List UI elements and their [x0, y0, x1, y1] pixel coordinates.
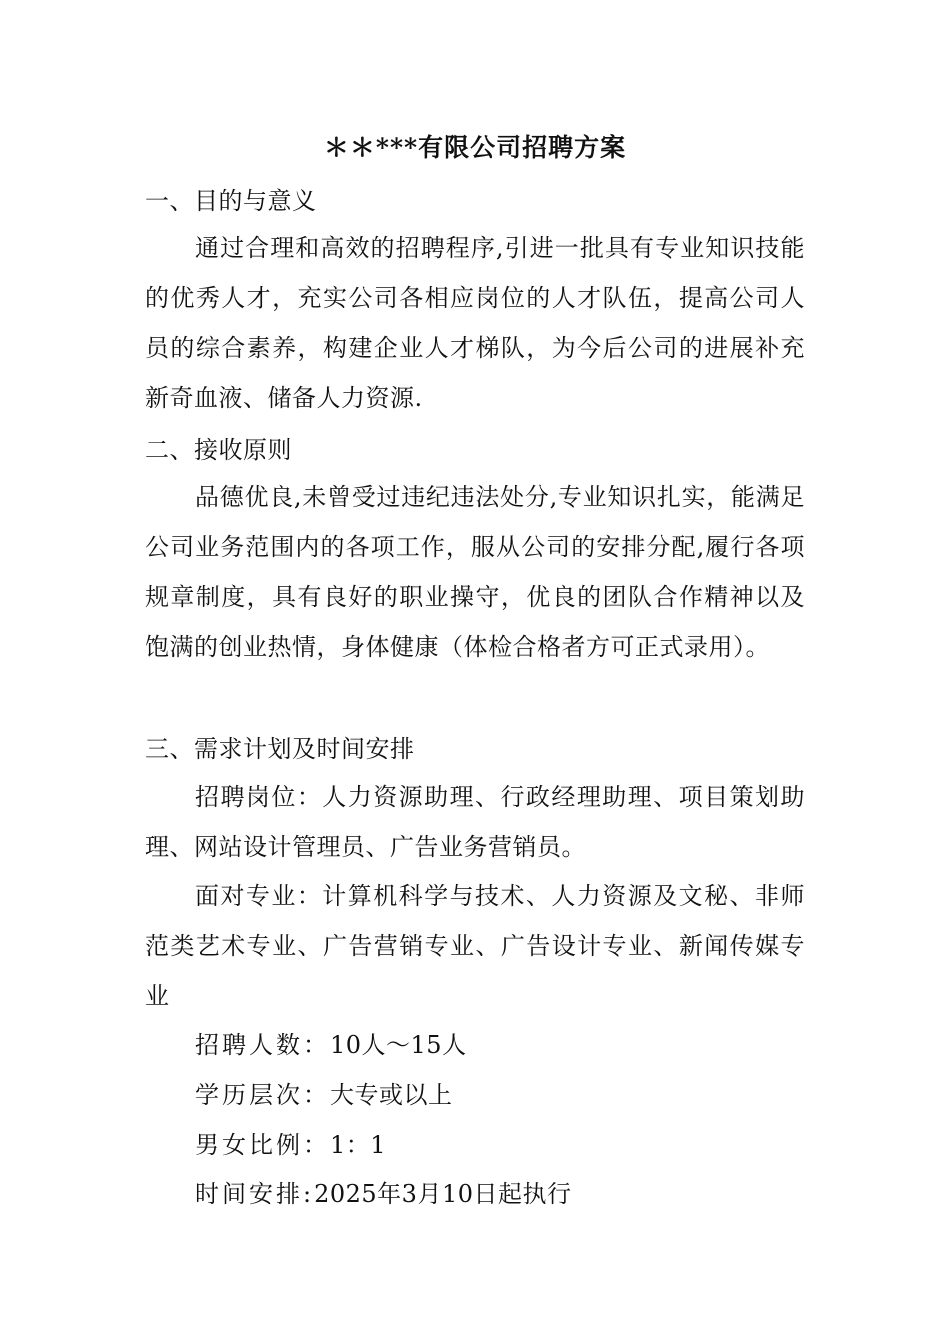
positions-paragraph: 招聘岗位：人力资源助理、行政经理助理、项目策划助理、网站设计管理员、广告业务营销员。	[145, 783, 805, 861]
education-line	[195, 1075, 453, 1115]
headcount-line	[195, 1025, 467, 1065]
majors-paragraph: 面对专业：计算机科学与技术、人力资源及文秘、非师范类艺术专业、广告营销专业、广告设计专业、新闻传媒专业	[145, 882, 805, 1010]
education-value: 大专或以上	[330, 1081, 453, 1109]
gender-ratio-label: 男女比例：	[195, 1131, 330, 1159]
headcount-value: 10人～15人	[330, 1031, 467, 1059]
schedule-value: 2025年3月10日起执行	[314, 1180, 572, 1208]
headcount-label: 招聘人数：	[195, 1031, 330, 1059]
document-title: ＊＊***有限公司招聘方案	[323, 133, 627, 162]
section-heading-purpose: 一、目的与意义	[145, 187, 317, 215]
section-heading-plan: 三、需求计划及时间安排	[145, 735, 415, 763]
education-label: 学历层次：	[195, 1081, 330, 1109]
schedule-line	[195, 1174, 571, 1214]
section-paragraph-purpose: 通过合理和高效的招聘程序,引进一批具有专业知识技能的优秀人才，充实公司各相应岗位的人才队伍，提高公司人员的综合素养，构建企业人才梯队，为今后公司的进展补充新奇血液、储备人力资源.	[145, 234, 805, 412]
section-heading-principles: 二、接收原则	[145, 436, 292, 464]
gender-ratio-line	[195, 1125, 386, 1165]
section-paragraph-principles: 品德优良,未曾受过违纪违法处分,专业知识扎实，能满足公司业务范围内的各项工作，服从公司的安排分配,履行各项规章制度，具有良好的职业操守，优良的团队合作精神以及饱满的创业热情，身体健康（体检合格者方可正式录用）。	[145, 483, 805, 661]
schedule-label: 时间安排:	[195, 1180, 315, 1208]
gender-ratio-value: 1：1	[330, 1131, 387, 1159]
